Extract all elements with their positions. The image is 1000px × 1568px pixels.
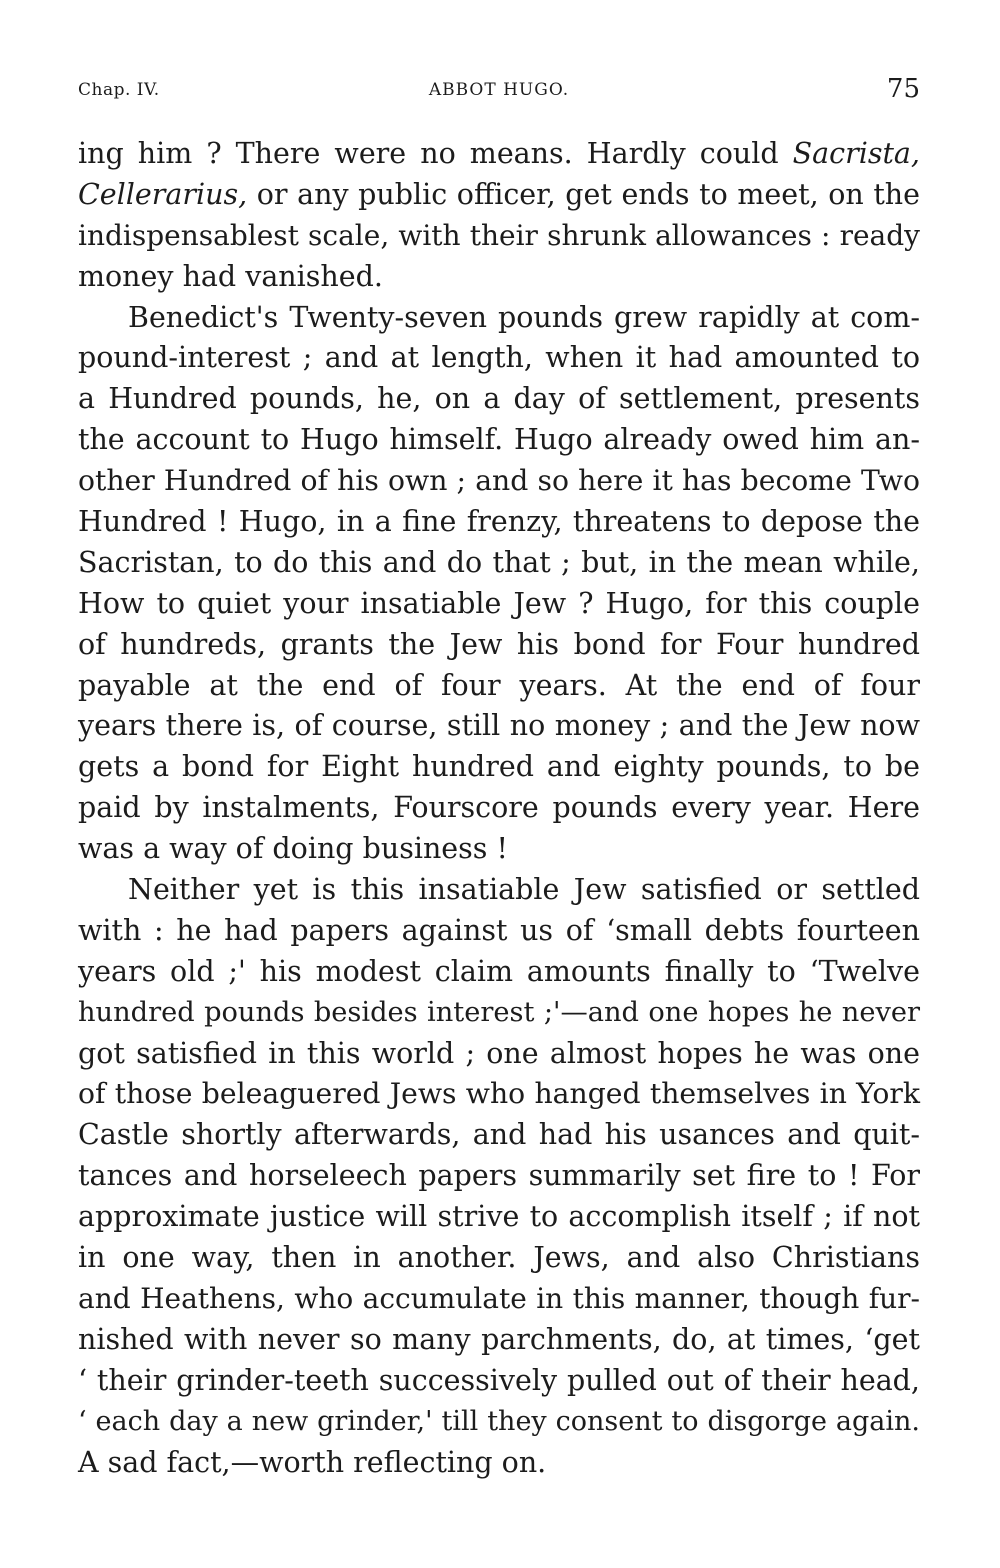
text-line [78,175,920,216]
italic-term: Cellerarius, [78,177,248,211]
text-line: years there is, of course, still no money ; and the Jew now [78,709,920,743]
running-head [78,76,920,106]
text-line: money had vanished. [78,259,383,293]
text-line: other Hundred of his own ; and so here it has become Two [78,464,920,498]
text-segment: or any public officer, get ends to meet, on the [247,177,920,211]
text-line: Hundred ! Hugo, in a fine frenzy, threatens to depose the [78,505,920,539]
text-line: approximate justice will strive to accomplish itself ; if not [78,1200,920,1234]
text-line: got satisfied in this world ; one almost hopes he was one [78,1036,920,1070]
text-line: was a way of doing business ! [78,832,508,866]
text-line: Benedict's Twenty-seven pounds grew rapidly at com- [128,300,920,334]
text-line: of hundreds, grants the Jew his bond for Four hundred [78,627,920,661]
text-line: Castle shortly afterwards, and had his usances and quit- [78,1118,920,1152]
text-line: years old ;' his modest claim amounts finally to ‘Twelve [78,954,920,988]
body-text [78,134,920,1483]
text-line [78,134,920,175]
text-line: nished with never so many parchments, do, at times, ‘get [78,1322,920,1356]
text-line: the account to Hugo himself. Hugo already owed him an- [78,423,920,457]
text-line: ‘ their grinder-teeth successively pulled out of their head, [78,1363,920,1397]
page-number: 75 [886,74,920,104]
text-line: gets a bond for Eight hundred and eighty pounds, to be [78,750,920,784]
text-line: a Hundred pounds, he, on a day of settlement, presents [78,382,920,416]
text-line: indispensablest scale, with their shrunk allowances : ready [78,218,920,252]
chapter-label: Chap. IV. [78,80,160,100]
text-line: Sacristan, to do this and do that ; but, in the mean while, [78,545,920,579]
text-line: Neither yet is this insatiable Jew satisfied or settled [128,873,920,907]
text-line: with : he had papers against us of ‘small debts fourteen [78,913,920,947]
text-line: How to quiet your insatiable Jew ? Hugo, for this couple [78,586,920,620]
text-line: hundred pounds besides interest ;'—and one hopes he never [78,996,920,1028]
text-segment: ing him ? There were no means. Hardly could [78,137,793,170]
text-line: of those beleaguered Jews who hanged themselves in York [78,1077,920,1111]
text-line: tances and horseleech papers summarily set fire to ! For [78,1159,920,1193]
page-title: ABBOT HUGO. [428,80,570,100]
italic-term: Sacrista, [792,137,920,170]
text-line: and Heathens, who accumulate in this manner, though fur- [78,1281,920,1315]
text-line: A sad fact,—worth reflecting on. [78,1445,547,1479]
text-line: pound-interest ; and at length, when it had amounted to [78,341,920,375]
text-line: in one way, then in another. Jews, and also Christians [78,1241,920,1275]
text-line: ‘ each day a new grinder,' till they consent to disgorge again. [78,1405,920,1437]
text-line: payable at the end of four years. At the end of four [78,668,920,702]
text-line: paid by instalments, Fourscore pounds every year. Here [78,791,920,825]
